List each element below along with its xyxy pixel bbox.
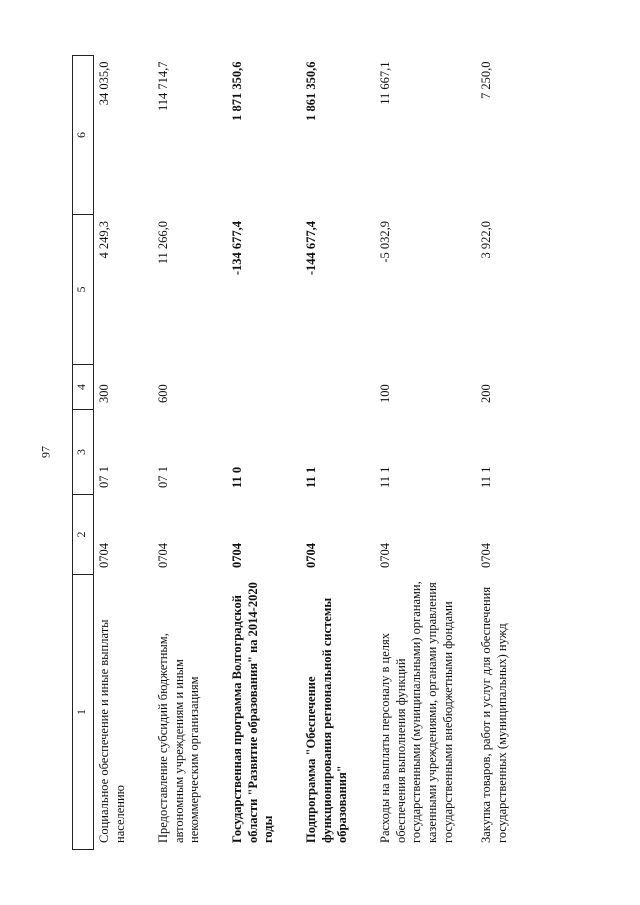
row-razdel: 0704 bbox=[97, 543, 111, 568]
row-total: 114 714,7 bbox=[156, 61, 171, 112]
row-total: 11 667,1 bbox=[378, 61, 393, 105]
row-razdel: 0704 bbox=[304, 543, 319, 568]
row-name: Закупка товаров, работ и услуг для обеспечения государственных (муниципальных) нужд bbox=[478, 586, 509, 843]
row-csr: 11 0 bbox=[230, 466, 245, 488]
table-row bbox=[153, 56, 227, 850]
header-col-3: 3 bbox=[73, 410, 94, 495]
row-change: -144 677,4 bbox=[304, 221, 319, 276]
row-name: Подпрограмма "Обеспечение функционирования региональной системы образования" bbox=[304, 597, 350, 843]
row-change: 3 922,0 bbox=[478, 221, 493, 259]
row-razdel: 0704 bbox=[230, 543, 245, 568]
table-row bbox=[375, 56, 476, 850]
row-name: Расходы на выплаты персоналу в целях обеспечения выполнения функций государственными (муниципальными) органами, казенными учреждениями, органами управления государственными внебюджетными фондами bbox=[378, 581, 455, 843]
row-csr: 11 1 bbox=[478, 466, 493, 488]
row-csr: 07 1 bbox=[156, 466, 171, 488]
row-csr: 07 1 bbox=[97, 466, 111, 488]
row-change: -5 032,9 bbox=[378, 221, 393, 263]
table-row bbox=[227, 56, 301, 850]
table-row bbox=[301, 56, 375, 850]
row-change: -134 677,4 bbox=[230, 221, 245, 276]
row-csr: 11 1 bbox=[304, 466, 319, 488]
row-name: Предоставление субсидий бюджетным, автономным учреждениям и иным некоммерческим организациям bbox=[156, 633, 202, 843]
table-row bbox=[94, 56, 154, 850]
table-header-row bbox=[73, 56, 94, 850]
row-total: 34 035,0 bbox=[97, 61, 111, 106]
header-col-2: 2 bbox=[73, 495, 94, 575]
row-vr: 100 bbox=[378, 384, 393, 403]
row-change: 11 266,0 bbox=[156, 221, 171, 265]
table-row bbox=[476, 56, 548, 850]
row-csr: 11 1 bbox=[378, 466, 393, 488]
row-vr bbox=[301, 365, 375, 410]
row-vr: 300 bbox=[97, 384, 111, 403]
row-vr: 600 bbox=[156, 384, 171, 403]
row-vr bbox=[227, 365, 301, 410]
row-razdel: 0704 bbox=[156, 543, 171, 568]
header-col-1: 1 bbox=[73, 575, 94, 850]
header-col-6: 6 bbox=[73, 56, 94, 215]
header-col-5: 5 bbox=[73, 215, 94, 365]
budget-table-container bbox=[72, 56, 548, 850]
rotated-table bbox=[72, 56, 548, 850]
row-total: 1 861 350,6 bbox=[304, 61, 319, 121]
row-razdel: 0704 bbox=[378, 543, 393, 568]
row-name: Социальное обеспечение и иные выплаты населению bbox=[97, 619, 127, 843]
header-col-4: 4 bbox=[73, 365, 94, 410]
row-total: 7 250,0 bbox=[478, 61, 493, 99]
row-name: Государственная программа Волгоградской области "Развитие образования" на 2014-2020 годы bbox=[230, 582, 276, 843]
row-total: 1 871 350,6 bbox=[230, 61, 245, 121]
page-number: 97 bbox=[38, 446, 53, 458]
row-vr: 200 bbox=[478, 384, 493, 403]
row-change: 4 249,3 bbox=[97, 221, 111, 259]
budget-table bbox=[72, 55, 548, 850]
row-razdel: 0704 bbox=[478, 543, 493, 568]
